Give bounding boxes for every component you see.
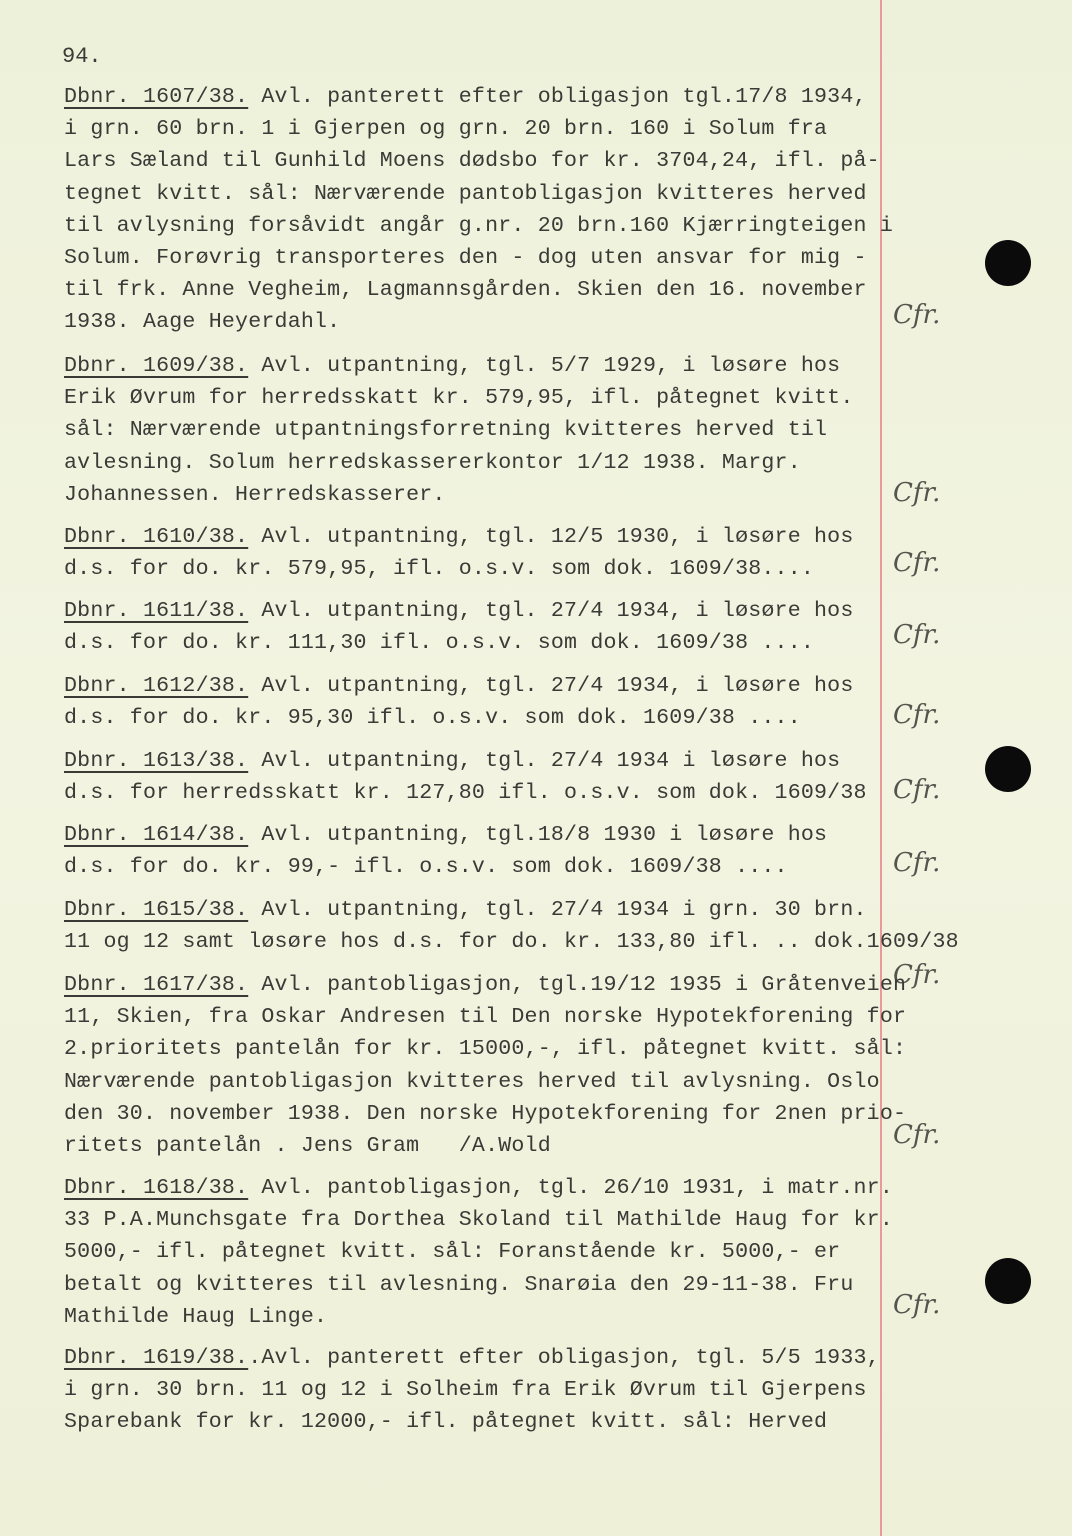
register-entry: [64, 969, 906, 1162]
entry-line: [64, 350, 854, 382]
entry-number: Dbnr. 1614/38.: [64, 823, 249, 847]
entry-line: [64, 145, 893, 177]
handwritten-initials: Cfr.: [893, 1120, 941, 1150]
entry-line: [64, 382, 854, 414]
entry-text: Solum. Forøvrig transporteres den - dog uten ansvar for mig -: [64, 246, 867, 271]
entry-line: [64, 670, 854, 702]
entry-number: Dbnr. 1618/38.: [64, 1176, 249, 1200]
entry-line: [64, 414, 854, 446]
entry-text: ritets pantelån . Jens Gram /A.Wold: [64, 1134, 551, 1159]
entry-line: [64, 210, 893, 242]
entry-line: [64, 1130, 906, 1162]
entry-text: 1938. Aage Heyerdahl.: [64, 310, 341, 335]
entry-line: [64, 926, 959, 958]
entry-text: Avl. pantobligasjon, tgl.19/12 1935 i Gråtenveien: [248, 973, 907, 997]
entry-line: [64, 702, 854, 734]
entry-text: til frk. Anne Vegheim, Lagmannsgården. Skien den 16. november: [64, 278, 867, 303]
entry-text: Avl. pantobligasjon, tgl. 26/10 1931, i matr.nr.: [248, 1176, 893, 1200]
entry-line: [64, 819, 827, 851]
entry-text: Avl. utpantning, tgl. 12/5 1930, i løsøre hos: [248, 525, 854, 549]
entry-text: Sparebank for kr. 12000,- ifl. påtegnet kvitt. sål: Herved: [64, 1410, 828, 1435]
entry-number: Dbnr. 1609/38.: [64, 354, 249, 378]
entry-number: Dbnr. 1619/38.: [64, 1346, 249, 1370]
handwritten-initials: Cfr.: [893, 478, 941, 508]
register-entry: [64, 819, 827, 883]
entry-text: til avlysning forsåvidt angår g.nr. 20 brn.160 Kjærringteigen i: [64, 213, 893, 238]
entry-text: 11 og 12 samt løsøre hos d.s. for do. kr. 133,80 ifl. .. dok.1609/38: [64, 930, 959, 955]
punch-hole: [985, 746, 1031, 792]
entry-line: [64, 1033, 906, 1065]
entry-line: [64, 553, 854, 585]
entry-line: [64, 521, 854, 553]
entry-line: [64, 595, 854, 627]
entry-text: Lars Sæland til Gunhild Moens dødsbo for kr. 3704,24, ifl. på-: [64, 149, 880, 174]
handwritten-initials: Cfr.: [893, 775, 941, 805]
entry-line: [64, 447, 854, 479]
entry-number: Dbnr. 1611/38.: [64, 599, 249, 623]
handwritten-initials: Cfr.: [893, 700, 941, 730]
handwritten-initials: Cfr.: [893, 548, 941, 578]
entry-text: Erik Øvrum for herredsskatt kr. 579,95, ifl. påtegnet kvitt.: [64, 386, 854, 411]
entry-line: [64, 1269, 893, 1301]
register-entry: [64, 81, 893, 339]
entry-line: [64, 1066, 906, 1098]
register-entry: [64, 894, 959, 958]
entry-text: i grn. 60 brn. 1 i Gjerpen og grn. 20 brn. 160 i Solum fra: [64, 117, 828, 142]
entry-number: Dbnr. 1610/38.: [64, 525, 249, 549]
register-entry: [64, 521, 854, 585]
entry-line: [64, 1098, 906, 1130]
entry-number: Dbnr. 1613/38.: [64, 749, 249, 773]
entry-line: [64, 894, 959, 926]
entry-number: Dbnr. 1612/38.: [64, 674, 249, 698]
entry-text: Mathilde Haug Linge.: [64, 1304, 328, 1329]
entry-text: den 30. november 1938. Den norske Hypotekforening for 2nen prio-: [64, 1101, 907, 1126]
entry-text: Avl. utpantning, tgl. 27/4 1934 i grn. 30 brn.: [248, 898, 867, 922]
entry-text: d.s. for do. kr. 95,30 ifl. o.s.v. som dok. 1609/38 ....: [64, 706, 801, 731]
punch-hole: [985, 1258, 1031, 1304]
entry-text: i grn. 30 brn. 11 og 12 i Solheim fra Erik Øvrum til Gjerpens: [64, 1378, 867, 1403]
entry-line: [64, 1406, 880, 1438]
entry-text: d.s. for do. kr. 111,30 ifl. o.s.v. som dok. 1609/38 ....: [64, 631, 815, 656]
entry-text: Avl. utpantning, tgl. 5/7 1929, i løsøre hos: [248, 354, 841, 378]
entry-text: tegnet kvitt. sål: Nærværende pantobligasjon kvitteres herved: [64, 181, 867, 206]
page-number: 94.: [62, 44, 102, 69]
entry-text: Avl. utpantning, tgl. 27/4 1934 i løsøre hos: [248, 749, 841, 773]
entry-line: [64, 627, 854, 659]
entry-text: Johannessen. Herredskasserer.: [64, 482, 446, 507]
entry-line: [64, 81, 893, 113]
entry-line: [64, 777, 867, 809]
entry-text: sål: Nærværende utpantningsforretning kvitteres herved til: [64, 418, 828, 443]
entry-number: Dbnr. 1617/38.: [64, 973, 249, 997]
entry-line: [64, 851, 827, 883]
entry-number: Dbnr. 1607/38.: [64, 85, 249, 109]
register-entry: [64, 1342, 880, 1439]
handwritten-initials: Cfr.: [893, 960, 941, 990]
punch-hole: [985, 240, 1031, 286]
entry-line: [64, 1342, 880, 1374]
entry-text: 5000,- ifl. påtegnet kvitt. sål: Foranstående kr. 5000,- er: [64, 1240, 841, 1265]
entry-line: [64, 745, 867, 777]
entry-text: betalt og kvitteres til avlesning. Snarøia den 29-11-38. Fru: [64, 1272, 854, 1297]
entry-text: d.s. for do. kr. 99,- ifl. o.s.v. som dok. 1609/38 ....: [64, 855, 788, 880]
entry-line: [64, 1001, 906, 1033]
entry-line: [64, 1374, 880, 1406]
entry-line: [64, 113, 893, 145]
entry-line: [64, 242, 893, 274]
entry-text: d.s. for herredsskatt kr. 127,80 ifl. o.s.v. som dok. 1609/38: [64, 781, 867, 806]
entry-text: Avl. utpantning, tgl. 27/4 1934, i løsøre hos: [248, 674, 854, 698]
entry-line: [64, 178, 893, 210]
entry-line: [64, 306, 893, 338]
register-entry: [64, 745, 867, 809]
register-entry: [64, 350, 854, 511]
entry-text: Avl. panterett efter obligasjon tgl.17/8 1934,: [248, 85, 867, 109]
entry-line: [64, 1204, 893, 1236]
entry-line: [64, 969, 906, 1001]
handwritten-initials: Cfr.: [893, 1290, 941, 1320]
handwritten-initials: Cfr.: [893, 620, 941, 650]
register-entry: [64, 670, 854, 734]
register-entry: [64, 595, 854, 659]
entry-text: Nærværende pantobligasjon kvitteres herved til avlysning. Oslo: [64, 1069, 880, 1094]
handwritten-initials: Cfr.: [893, 848, 941, 878]
entry-text: d.s. for do. kr. 579,95, ifl. o.s.v. som dok. 1609/38....: [64, 557, 815, 582]
entry-text: 2.prioritets pantelån for kr. 15000,-, ifl. påtegnet kvitt. sål:: [64, 1037, 907, 1062]
entry-text: .Avl. panterett efter obligasjon, tgl. 5/5 1933,: [248, 1346, 880, 1370]
entry-line: [64, 1236, 893, 1268]
entry-number: Dbnr. 1615/38.: [64, 898, 249, 922]
handwritten-initials: Cfr.: [893, 300, 941, 330]
entry-text: 33 P.A.Munchsgate fra Dorthea Skoland til Mathilde Haug for kr.: [64, 1208, 893, 1233]
entry-line: [64, 1172, 893, 1204]
entry-text: avlesning. Solum herredskassererkontor 1/12 1938. Margr.: [64, 450, 801, 475]
entry-text: 11, Skien, fra Oskar Andresen til Den norske Hypotekforening for: [64, 1005, 907, 1030]
entry-text: Avl. utpantning, tgl.18/8 1930 i løsøre hos: [248, 823, 828, 847]
register-entry: [64, 1172, 893, 1333]
entry-line: [64, 1301, 893, 1333]
entry-line: [64, 274, 893, 306]
entry-line: [64, 479, 854, 511]
entry-text: Avl. utpantning, tgl. 27/4 1934, i løsøre hos: [248, 599, 854, 623]
